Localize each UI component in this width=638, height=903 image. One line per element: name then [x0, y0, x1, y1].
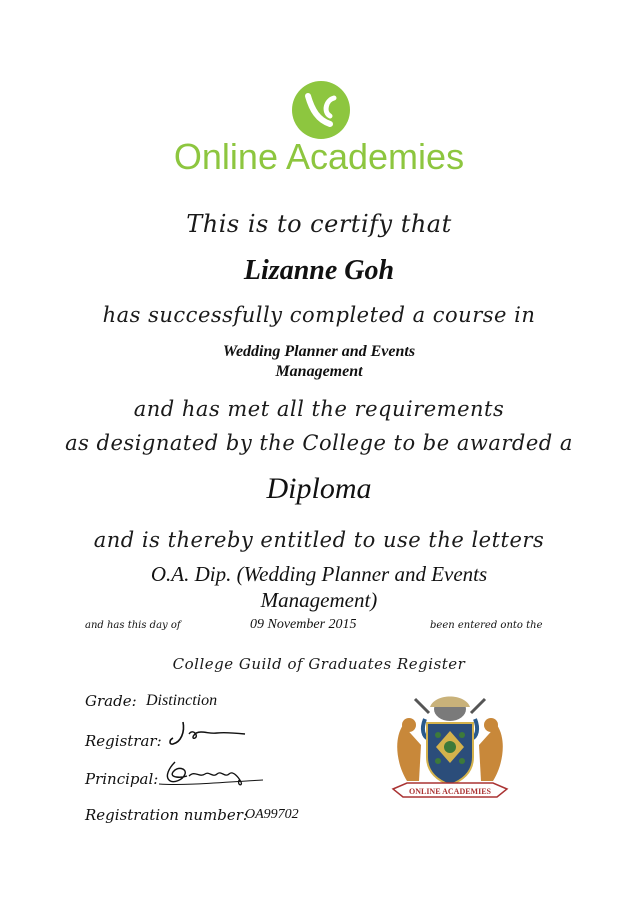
- registration-label: Registration number:: [85, 806, 248, 824]
- brand-name: Online Academies: [173, 136, 465, 177]
- requirements-line-1: and has met all the requirements: [133, 397, 505, 421]
- letters-line-1: O.A. Dip. (Wedding Planner and Events: [150, 562, 488, 586]
- date-prefix: and has this day of: [85, 620, 181, 631]
- award-date: 09 November 2015: [250, 617, 357, 632]
- grade-label: Grade:: [85, 692, 137, 710]
- entitled-line: and is thereby entitled to use the letters: [93, 528, 545, 552]
- completed-line: has successfully completed a course in: [102, 303, 536, 327]
- principal-label: Principal:: [85, 770, 159, 788]
- recipient-name: Lizanne Goh: [243, 255, 395, 286]
- brand-logo-icon: [290, 80, 352, 140]
- course-line-2: Management: [275, 363, 363, 380]
- register-name: College Guild of Graduates Register: [172, 655, 466, 673]
- college-crest-icon: [385, 685, 515, 815]
- crest-banner-text: ONLINE ACADEMIES: [408, 787, 492, 796]
- grade-value: Distinction: [146, 692, 218, 709]
- intro-line: This is to certify that: [186, 210, 452, 238]
- course-line-1: Wedding Planner and Events: [222, 343, 416, 360]
- letters-line-2: Management): [260, 588, 378, 612]
- date-suffix: been entered onto the: [430, 620, 543, 631]
- award-title: Diploma: [266, 472, 372, 505]
- registration-number: OA99702: [245, 807, 299, 822]
- principal-signature-icon: [155, 756, 265, 790]
- requirements-line-2: as designated by the College to be awarded a: [65, 431, 573, 455]
- registrar-label: Registrar:: [85, 732, 162, 750]
- registrar-signature-icon: [165, 718, 250, 752]
